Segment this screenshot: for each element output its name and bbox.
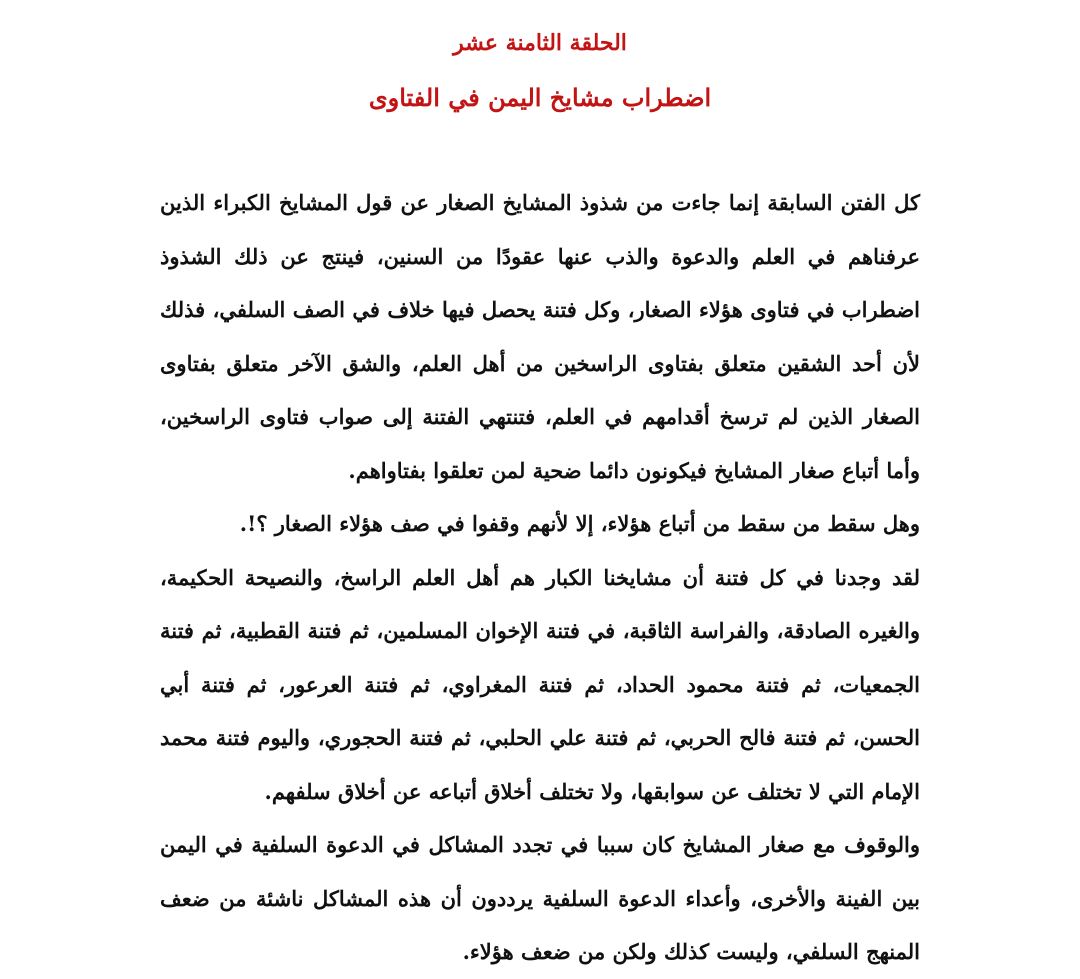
- episode-title: الحلقة الثامنة عشر: [453, 30, 627, 56]
- paragraph-2: وهل سقط من سقط من أتباع هؤلاء، إلا لأنهم وقفوا في صف هؤلاء الصغار ؟!.: [239, 511, 920, 536]
- main-title: اضطراب مشايخ اليمن في الفتاوى: [368, 83, 712, 112]
- paragraph-1: كل الفتن السابقة إنما جاءت من شذوذ المشايخ الصغار عن قول المشايخ الكبراء الذين عرفناهم في العلم والدعوة والذب عنها عقودًا من السنين، فينتج عن ذلك الشذوذ اضطراب في فتاوى هؤلاء الصغار، وكل فتنة يحصل فيها خلاف في الصف السلفي، فذلك لأن أحد الشقين متعلق بفتاوى الراسخين من أهل العلم، والشق الآخر متعلق بفتاوى الصغار الذين لم ترسخ أقدامهم في العلم، فتنتهي الفتنة إلى صواب فتاوى الراسخين، وأما أتباع صغار المشايخ فيكونون دائما ضحية لمن تعلقوا بفتاواهم.: [160, 190, 920, 483]
- paragraph-3: لقد وجدنا في كل فتنة أن مشايخنا الكبار هم أهل العلم الراسخ، والنصيحة الحكيمة، والغيره الصادقة، والفراسة الثاقبة، في فتنة الإخوان المسلمين، ثم فتنة القطبية، ثم فتنة الجمعيات، ثم فتنة محمود الحداد، ثم فتنة المغراوي، ثم فتنة العرعور، ثم فتنة أبي الحسن، ثم فتنة فالح الحربي، ثم فتنة علي الحلبي، ثم فتنة الحجوري، واليوم فتنة محمد الإمام التي لا تختلف عن سوابقها، ولا تختلف أخلاق أتباعه عن أخلاق سلفهم.: [160, 564, 921, 804]
- paragraph-4: والوقوف مع صغار المشايخ كان سببا في تجدد المشاكل في الدعوة السلفية في اليمن بين الفينة والأخرى، وأعداء الدعوة السلفية يرددون أن هذه المشاكل ناشئة من ضعف المنهج السلفي، وليست كذلك ولكن من ضعف هؤلاء.: [160, 832, 920, 964]
- article-body: [160, 176, 920, 979]
